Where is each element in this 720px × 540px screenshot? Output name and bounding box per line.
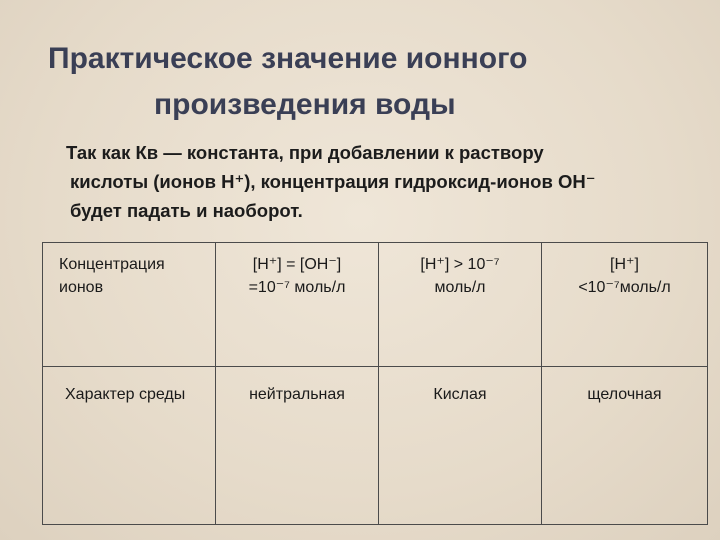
intro-paragraph-line-3: будет падать и наоборот. [70, 200, 303, 221]
cell-text: Кислая [433, 386, 487, 403]
slide-title [0, 36, 660, 128]
cell-text: <10⁻⁷моль/л [578, 279, 671, 296]
cell-text: ионов [59, 279, 104, 296]
intro-paragraph-line-1: Так как Кв — константа, при добавлении к раствору [66, 142, 544, 163]
cell-alkaline-concentration [542, 243, 708, 367]
cell-text: Концентрация [59, 256, 165, 273]
cell-medium-header [43, 367, 216, 525]
intro-paragraph-line-2: кислоты (ионов Н⁺), концентрация гидроксид-ионов ОН⁻ [70, 171, 596, 192]
ion-concentration-table [42, 242, 708, 525]
cell-text: [H⁺] [610, 256, 639, 273]
table-row-medium [43, 367, 708, 525]
cell-text: [H⁺] = [OH⁻] [252, 256, 342, 273]
cell-text: Характер среды [65, 386, 186, 403]
slide-title-line-1: Практическое значение ионного [48, 42, 528, 75]
cell-alkaline-medium [542, 367, 708, 525]
cell-text: [H⁺] > 10⁻⁷ [420, 256, 500, 273]
cell-acid-medium [379, 367, 542, 525]
cell-neutral-concentration [216, 243, 379, 367]
intro-paragraph [60, 138, 680, 225]
cell-concentration-header [43, 243, 216, 367]
slide-title-line-2: произведения воды [154, 88, 456, 121]
cell-text: =10⁻⁷ моль/л [248, 279, 346, 296]
cell-neutral-medium [216, 367, 379, 525]
cell-acid-concentration [379, 243, 542, 367]
table-row-concentration [43, 243, 708, 367]
cell-text: щелочная [587, 386, 662, 403]
cell-text: нейтральная [249, 386, 345, 403]
cell-text: моль/л [434, 279, 486, 296]
